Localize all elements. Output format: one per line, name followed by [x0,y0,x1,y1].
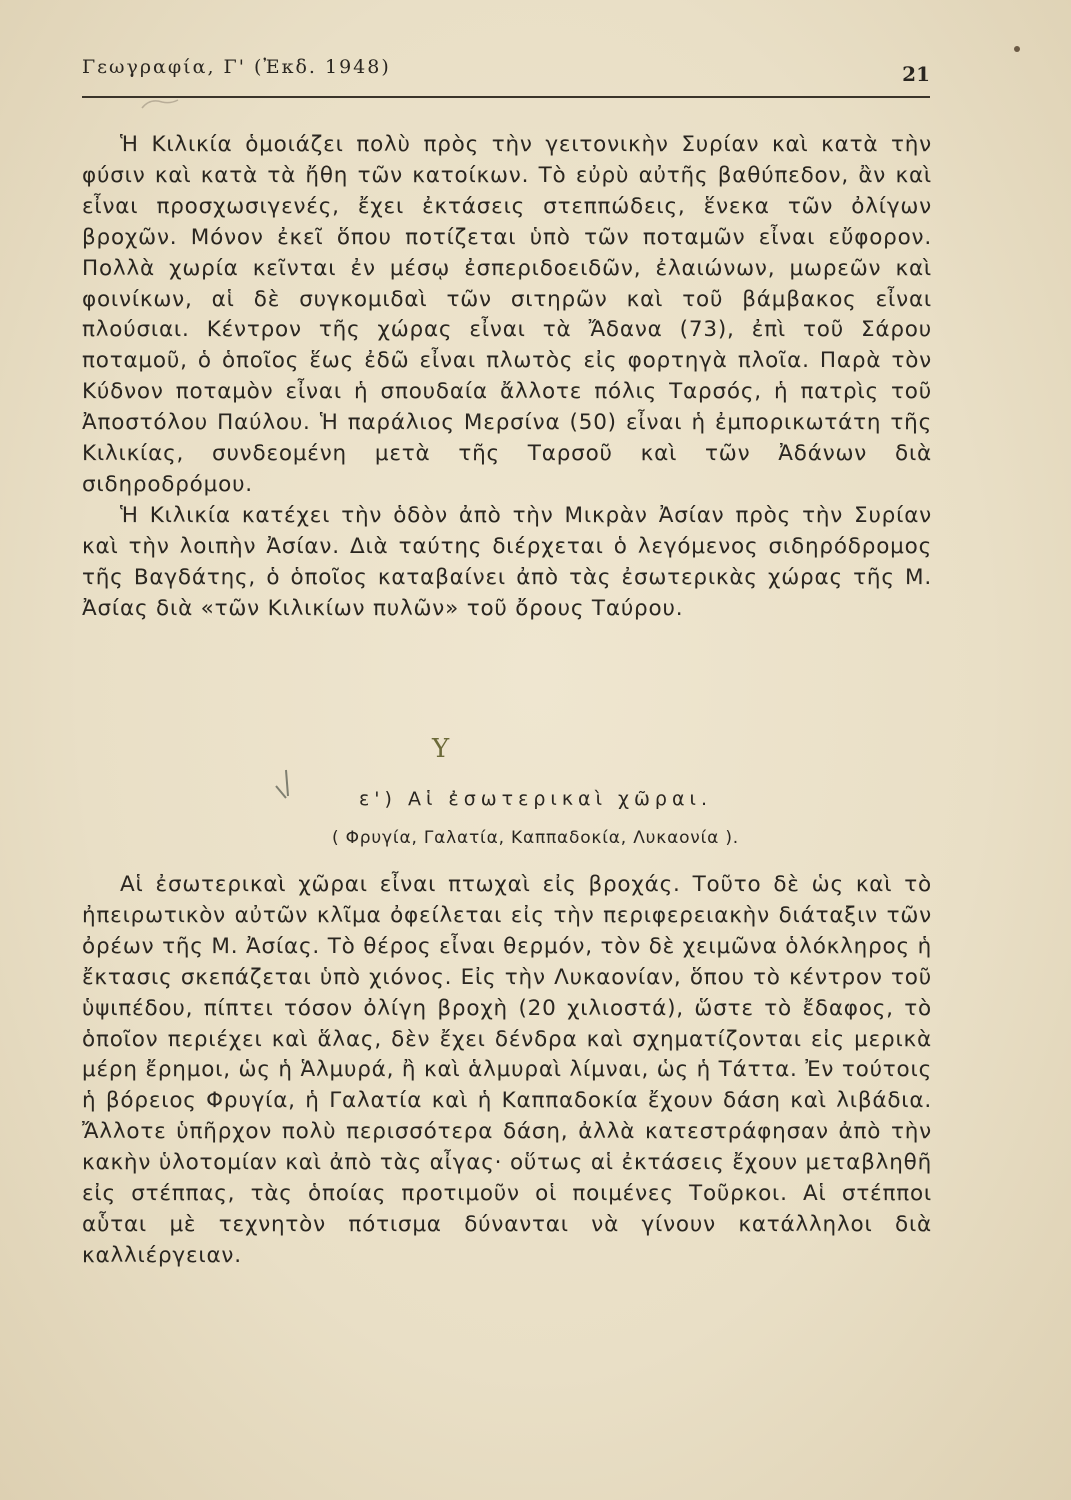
section-subheading: ( Φρυγία, Γαλατία, Καππαδοκία, Λυκαονία ). [331,828,740,848]
paragraph-interior-lands: Αἱ ἐσωτερικαὶ χῶραι εἶναι πτωχαὶ εἰς βροχάς. Τοῦτο δὲ ὡς καὶ τὸ ἠπειρωτικὸν αὐτῶν κλῖμα ὀφείλεται εἰς τὴν περιφερειακὴν διάταξιν τῶν ὀρέων τῆς Μ. Ἀσίας. Τὸ θέρος εἶναι θερμόν, τὸν δὲ χειμῶνα ὁλόκληρος ἡ ἔκτασις σκεπάζεται ὑπὸ χιόνος. Εἰς τὴν Λυκαονίαν, ὅπου τὸ κέντρον τοῦ ὑψιπέδου, πίπτει τόσον ὀλίγη βροχὴ (20 χιλιοστά), ὥστε τὸ ἔδαφος, τὸ ὁποῖον περιέχει καὶ ἅλας, δὲν ἔχει δένδρα καὶ σχηματίζονται εἰς μερικὰ μέρη ἔρημοι, ὡς ἡ Ἁλμυρά, ἢ καὶ ἁλμυραὶ λίμναι, ὡς ἡ Τάττα. Ἐν τούτοις ἡ βόρειος Φρυγία, ἡ Γαλατία καὶ ἡ Καππαδοκία ἔχουν δάση καὶ λιβάδια. Ἄλλοτε ὑπῆρχον πολὺ περισσότερα δάση, ἀλλὰ κατεστράφησαν ἀπὸ τὴν κακὴν ὑλοτομίαν καὶ ἀπὸ τὰς αἶγας· οὕτως αἱ ἐκτάσεις ἔχουν μεταβληθῆ εἰς στέππας, τὰς ὁποίας προτιμοῦν οἱ ποιμένες Τοῦρκοι. Αἱ στέπποι αὗται μὲ τεχνητὸν πότισμα δύνανται νὰ γίνουν κατάλληλοι διὰ καλλιέργειαν. [82,872,932,1268]
body-text-bottom [82,870,932,1272]
running-title: Γεωγραφία, Γ' (Ἐκδ. 1948) [82,56,391,78]
section-heading: ε') Αἱ ἐσωτερικαὶ χῶραι. [359,788,712,810]
paragraph-kilikia-route: Ἡ Κιλικία κατέχει τὴν ὁδὸν ἀπὸ τὴν Μικρὰν Ἀσίαν πρὸς τὴν Συρίαν καὶ τὴν λοιπὴν Ἀσίαν. Διὰ ταύτης διέρχεται ὁ λεγόμενος σιδηρόδρομος τῆς Βαγδάτης, ὁ ὁποῖος καταβαίνει ἀπὸ τὰς ἐσωτερικὰς χώρας τῆς Μ. Ἀσίας διὰ «τῶν Κιλικίων πυλῶν» τοῦ ὄρους Ταύρου. [82,502,932,621]
header-rule [82,96,930,98]
page-number: 21 [902,62,930,86]
body-text-top [82,130,932,625]
paragraph-kilikia-nature: Ἡ Κιλικία ὁμοιάζει πολὺ πρὸς τὴν γειτονικὴν Συρίαν καὶ κατὰ τὴν φύσιν καὶ κατὰ τὰ ἤθη τῶν κατοίκων. Τὸ εὐρὺ αὐτῆς βαθύπεδον, ἂν καὶ εἶναι προσχωσιγενές, ἔχει ἐκτάσεις στεππώδεις, ἕνεκα τῶν ὀλίγων βροχῶν. Μόνον ἐκεῖ ὅπου ποτίζεται ὑπὸ τῶν ποταμῶν εἶναι εὔφορον. Πολλὰ χωρία κεῖνται ἐν μέσῳ ἐσπεριδοειδῶν, ἐλαιώνων, μωρεῶν καὶ φοινίκων, αἱ δὲ συγκομιδαὶ τῶν σιτηρῶν καὶ τοῦ βάμβακος εἶναι πλούσιαι. Κέντρον τῆς χώρας εἶναι τὰ Ἄδανα (73), ἐπὶ τοῦ Σάρου ποταμοῦ, ὁ ὁποῖος ἕως ἐδῶ εἶναι πλωτὸς εἰς φορτηγὰ πλοῖα. Παρὰ τὸν Κύδνον ποταμὸν εἶναι ἡ σπουδαία ἄλλοτε πόλις Ταρσός, ἡ πατρὶς τοῦ Ἀποστόλου Παύλου. Ἡ παράλιος Μερσίνα (50) εἶναι ἡ ἐμπορικωτάτη τῆς Κιλικίας, συνδεομένη μετὰ τῆς Ταρσοῦ καὶ τῶν Ἀδάνων διὰ σιδηροδρόμου. [82,132,932,497]
ink-dot [1014,46,1020,52]
page-header [82,56,930,88]
ink-smudge-icon [140,96,180,110]
margin-mark: Y [432,734,450,764]
